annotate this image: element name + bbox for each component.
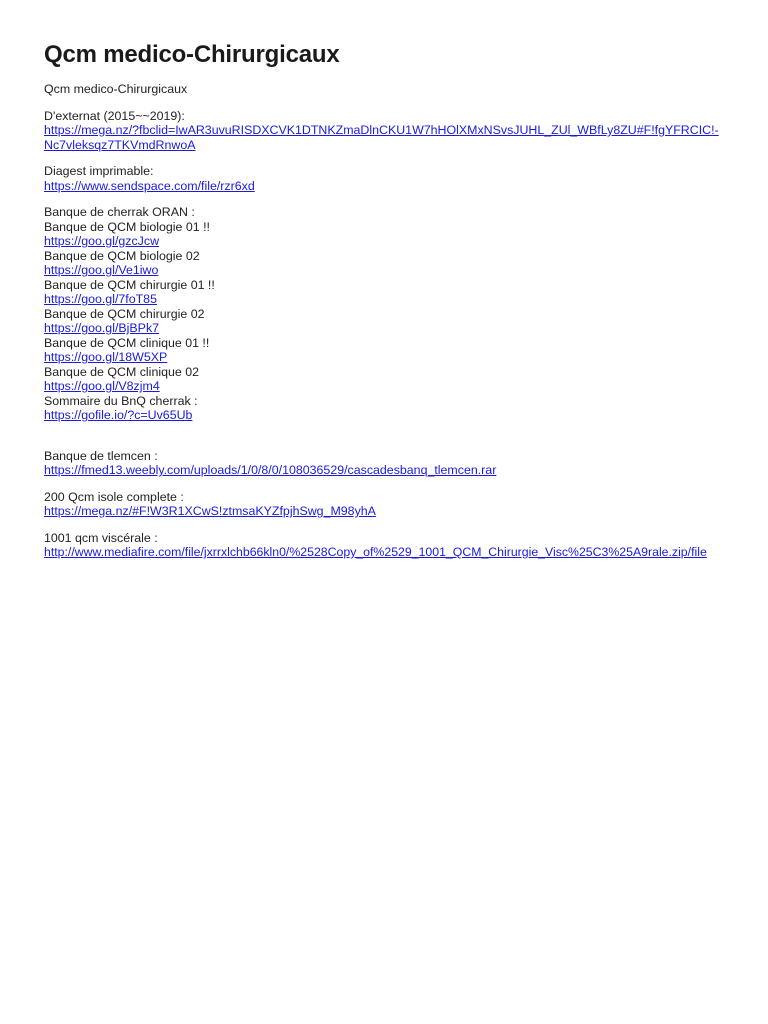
cherrak-section — [44, 205, 768, 423]
cherrak-item-label: Banque de QCM biologie 02 — [44, 248, 200, 263]
viscerale-section — [44, 531, 768, 560]
cherrak-item-label: Sommaire du BnQ cherrak : — [44, 393, 198, 408]
tlemcen-label: Banque de tlemcen : — [44, 448, 158, 463]
viscerale-label: 1001 qcm viscérale : — [44, 530, 158, 545]
subtitle: Qcm medico-Chirurgicaux — [44, 82, 188, 96]
cherrak-item-link[interactable]: https://goo.gl/Ve1iwo — [44, 263, 159, 277]
diagest-section — [44, 164, 768, 193]
viscerale-link[interactable]: http://www.mediafire.com/file/jxrrxlchb66kln0/%2528Copy_of%2529_1001_QCM_Chirurgie_Visc%25C3%25A9rale.zip/file — [44, 545, 707, 559]
cherrak-item-link[interactable]: https://goo.gl/BjBPk7 — [44, 321, 160, 335]
diagest-link[interactable]: https://www.sendspace.com/file/rzr6xd — [44, 178, 255, 193]
externat-link-part1[interactable]: https://mega.nz/?fbclid=IwAR3uvuRISDXCVK1DTNKZmaDlnCKU1W7hHOlXMxNSvsJUHL_ZUl_WBfLy8ZU#F!fgYFRCIC!- — [44, 123, 719, 137]
externat-link-part2[interactable]: Nc7vleksqz7TKVmdRnwoA — [44, 137, 196, 152]
cherrak-item-link[interactable]: https://goo.gl/7foT85 — [44, 292, 157, 306]
page-title: Qcm medico-Chirurgicaux — [44, 41, 340, 68]
cherrak-heading: Banque de cherrak ORAN : — [44, 205, 195, 219]
cherrak-item-link[interactable]: https://goo.gl/gzcJcw — [44, 234, 160, 248]
cherrak-item-label: Banque de QCM clinique 01 !! — [44, 335, 210, 350]
tlemcen-section — [44, 449, 768, 478]
cherrak-item-link[interactable]: https://goo.gl/18W5XP — [44, 350, 168, 364]
externat-label: D'externat (2015~~2019): — [44, 108, 185, 123]
cherrak-item-link[interactable]: https://goo.gl/V8zjm4 — [44, 379, 160, 393]
tlemcen-link[interactable]: https://fmed13.weebly.com/uploads/1/0/8/0/108036529/cascadesbanq_tlemcen.rar — [44, 463, 497, 477]
cherrak-item-label: Banque de QCM chirurgie 01 !! — [44, 277, 215, 292]
cherrak-item-label: Banque de QCM clinique 02 — [44, 364, 199, 379]
isole-section — [44, 490, 768, 519]
cherrak-item-label: Banque de QCM biologie 01 !! — [44, 219, 211, 234]
externat-section — [44, 109, 768, 153]
cherrak-item-link[interactable]: https://gofile.io/?c=Uv65Ub — [44, 408, 193, 422]
cherrak-item-label: Banque de QCM chirurgie 02 — [44, 306, 205, 321]
isole-label: 200 Qcm isole complete : — [44, 489, 184, 504]
isole-link[interactable]: https://mega.nz/#F!W3R1XCwS!ztmsaKYZfpjhSwg_M98yhA — [44, 504, 376, 518]
diagest-label: Diagest imprimable: — [44, 164, 154, 178]
